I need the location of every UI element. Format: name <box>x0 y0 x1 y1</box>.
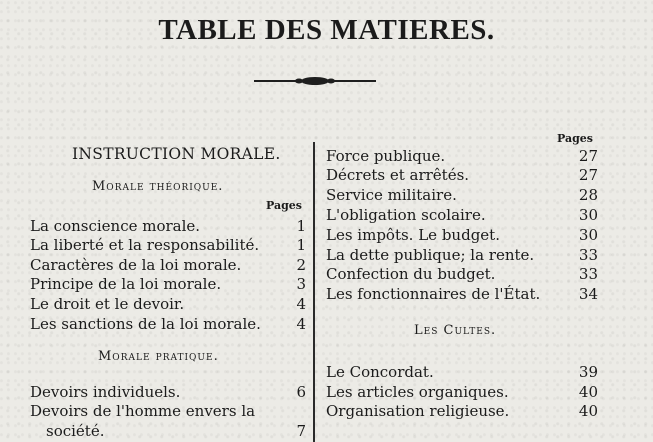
toc-entry-page: 27 <box>578 147 598 165</box>
section-heading-les-cultes: Les Cultes. <box>414 323 497 338</box>
toc-entry[interactable] <box>30 401 306 441</box>
toc-entry-label: Caractères de la loi morale. <box>30 256 242 274</box>
toc-entry-page: 39 <box>578 363 598 381</box>
toc-entry[interactable] <box>326 185 598 205</box>
toc-entry-page: 1 <box>296 236 306 254</box>
toc-entry-label: Service militaire. <box>326 186 457 204</box>
column-divider <box>313 142 315 442</box>
toc-entry-label: Force publique. <box>326 147 446 165</box>
pages-column-header: Pages <box>557 132 593 145</box>
toc-entry-label-line2: société. <box>46 422 105 440</box>
toc-entry[interactable] <box>30 274 306 294</box>
toc-entry[interactable] <box>326 205 598 225</box>
toc-entry-label: Confection du budget. <box>326 265 496 283</box>
section-heading-instruction-morale: INSTRUCTION MORALE. <box>72 145 281 163</box>
toc-entry-label: La conscience morale. <box>30 217 201 235</box>
toc-entry-label: Les sanctions de la loi morale. <box>30 315 261 333</box>
toc-entry-label: La liberté et la responsabilité. <box>30 236 260 254</box>
toc-entry-page: 6 <box>296 383 306 401</box>
toc-entry-label: La dette publique; la rente. <box>326 246 535 264</box>
toc-entry[interactable] <box>30 382 306 402</box>
toc-entry[interactable] <box>30 255 306 275</box>
toc-entry-page: 33 <box>578 246 598 264</box>
toc-entry[interactable] <box>326 225 598 245</box>
page-title: TABLE DES MATIERES. <box>158 14 495 46</box>
toc-entry-page: 3 <box>296 275 306 293</box>
toc-entry-label: Devoirs individuels. <box>30 383 181 401</box>
toc-entry[interactable] <box>326 284 598 304</box>
toc-entry-label: Les fonctionnaires de l'État. <box>326 285 541 303</box>
toc-entry[interactable] <box>326 264 598 284</box>
toc-entry-page: 2 <box>296 256 306 274</box>
pages-column-header: Pages <box>266 199 302 212</box>
toc-entry-label: Le droit et le devoir. <box>30 295 185 313</box>
toc-entry-label: Les articles organiques. <box>326 383 509 401</box>
toc-entry[interactable] <box>30 235 306 255</box>
toc-entry-page: 33 <box>578 265 598 283</box>
left-column <box>0 0 313 442</box>
toc-entry-page: 30 <box>578 226 598 244</box>
toc-entry-page: 30 <box>578 206 598 224</box>
toc-entry-label: Le Concordat. <box>326 363 434 381</box>
toc-entry-page: 40 <box>578 402 598 420</box>
toc-entry-label: Principe de la loi morale. <box>30 275 222 293</box>
toc-entry-label: Les impôts. Le budget. <box>326 226 500 244</box>
subsection-heading-morale-theorique: Morale théorique. <box>92 179 224 194</box>
toc-entry-label: Organisation religieuse. <box>326 402 510 420</box>
toc-entry-page: 27 <box>578 166 598 184</box>
toc-entry-page: 28 <box>578 186 598 204</box>
toc-entry-label: Décrets et arrêtés. <box>326 166 470 184</box>
toc-entry[interactable] <box>326 146 598 166</box>
toc-entry-page: 40 <box>578 383 598 401</box>
toc-entry[interactable] <box>30 294 306 314</box>
toc-entry[interactable] <box>30 314 306 334</box>
toc-entry[interactable] <box>326 362 598 382</box>
toc-entry-label: L'obligation scolaire. <box>326 206 486 224</box>
toc-entry-page: 34 <box>578 285 598 303</box>
right-column <box>316 0 653 442</box>
toc-entry-page: 4 <box>296 315 306 333</box>
toc-entry-page: 1 <box>296 217 306 235</box>
toc-entry[interactable] <box>326 245 598 265</box>
toc-entry-page: 7 <box>296 422 306 440</box>
toc-entry[interactable] <box>326 382 598 402</box>
toc-entry-label-line1: Devoirs de l'homme envers la <box>30 402 256 420</box>
subsection-heading-morale-pratique: Morale pratique. <box>98 349 219 364</box>
toc-entry-page: 4 <box>296 295 306 313</box>
toc-entry[interactable] <box>326 401 598 421</box>
toc-entry[interactable] <box>326 165 598 185</box>
toc-entry[interactable] <box>30 216 306 236</box>
